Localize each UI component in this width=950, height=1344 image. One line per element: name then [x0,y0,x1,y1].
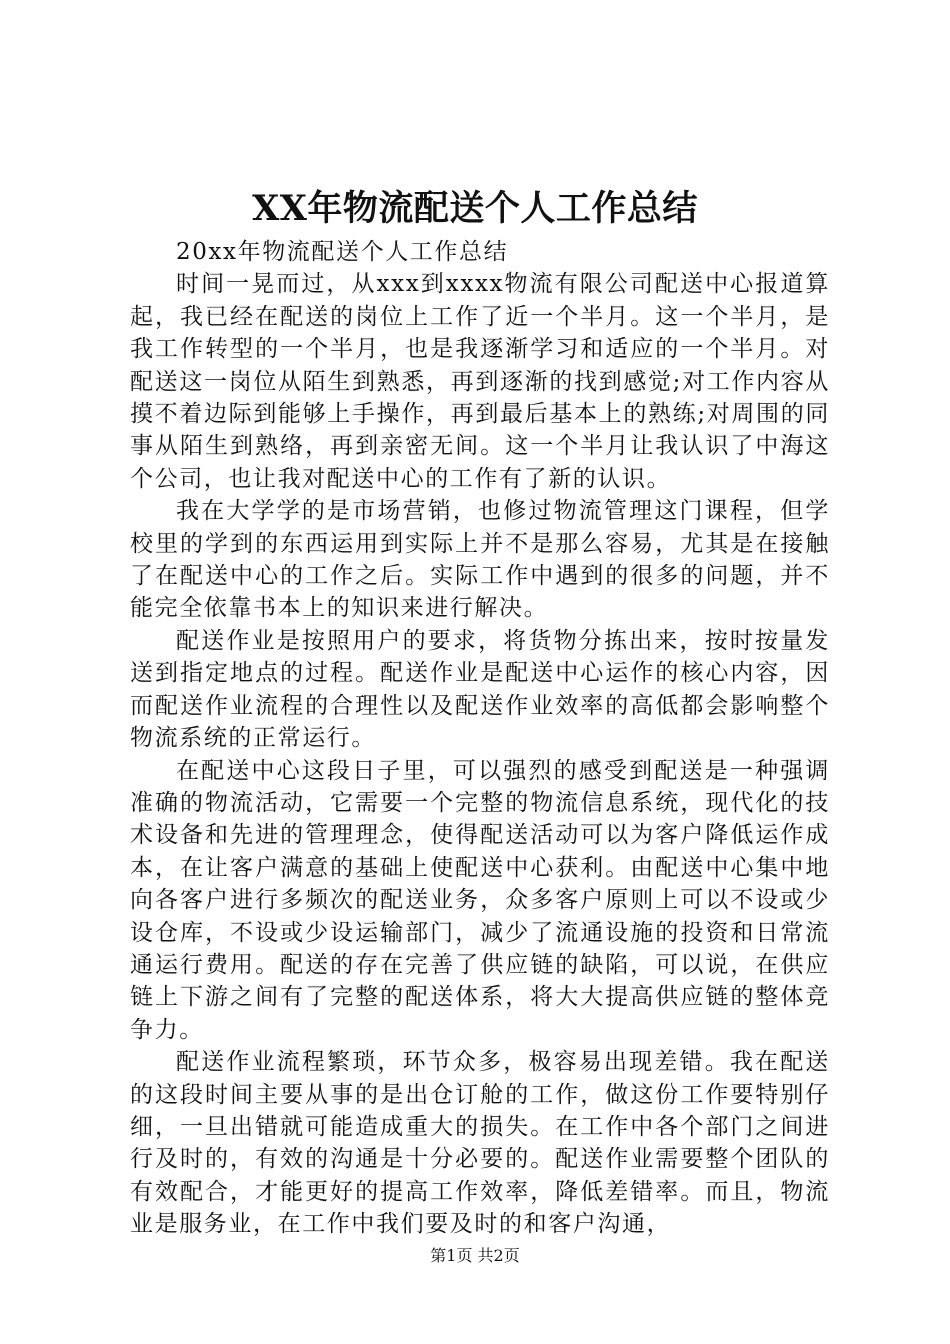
document-subtitle: 20xx年物流配送个人工作总结 [176,239,509,265]
page-footer [0,1245,950,1267]
page-number: 第1页 [430,1246,473,1265]
document-body [130,236,830,1241]
page-total: 共2页 [477,1246,520,1265]
paragraph: 时间一晃而过，从xxx到xxxx物流有限公司配送中心报道算起，我已经在配送的岗位上工作了近一个半月。这一个半月，是我工作转型的一个半月，也是我逐渐学习和适应的一个半月。对配送这一岗位从陌生到熟悉，再到逐渐的找到感觉;对工作内容从摸不着边际到能够上手操作，再到最后基本上的熟练;对周围的同事从陌生到熟络，再到亲密无间。这一个半月让我认识了中海这个公司，也让我对配送中心的工作有了新的认识。 [130,271,830,492]
paragraph: 在配送中心这段日子里，可以强烈的感受到配送是一种强调准确的物流活动，它需要一个完整的物流信息系统，现代化的技术设备和先进的管理理念，使得配送活动可以为客户降低运作成本，在让客户满意的基础上使配送中心获利。由配送中心集中地向各客户进行多频次的配送业务，众多客户原则上可以不设或少设仓库，不设或少设运输部门，减少了流通设施的投资和日常流通运行费用。配送的存在完善了供应链的缺陷，可以说，在供应链上下游之间有了完整的配送体系，将大大提高供应链的整体竞争力。 [130,757,830,1043]
paragraph: 配送作业流程繁琐，环节众多，极容易出现差错。我在配送的这段时间主要从事的是出仓订舱的工作，做这份工作要特别仔细，一旦出错就可能造成重大的损失。在工作中各个部门之间进行及时的，有效的沟通是十分必要的。配送作业需要整个团队的有效配合，才能更好的提高工作效率，降低差错率。而且，物流业是服务业，在工作中我们要及时的和客户沟通， [130,1049,830,1238]
document-title: XX年物流配送个人工作总结 [252,188,698,229]
paragraph: 配送作业是按照用户的要求，将货物分拣出来，按时按量发送到指定地点的过程。配送作业是配送中心运作的核心内容，因而配送作业流程的合理性以及配送作业效率的高低都会影响整个物流系统的正常运行。 [130,627,830,752]
paragraph: 我在大学学的是市场营销，也修过物流管理这门课程，但学校里的学到的东西运用到实际上并不是那么容易，尤其是在接触了在配送中心的工作之后。实际工作中遇到的很多的问题，并不能完全依靠书本上的知识来进行解决。 [130,498,830,622]
